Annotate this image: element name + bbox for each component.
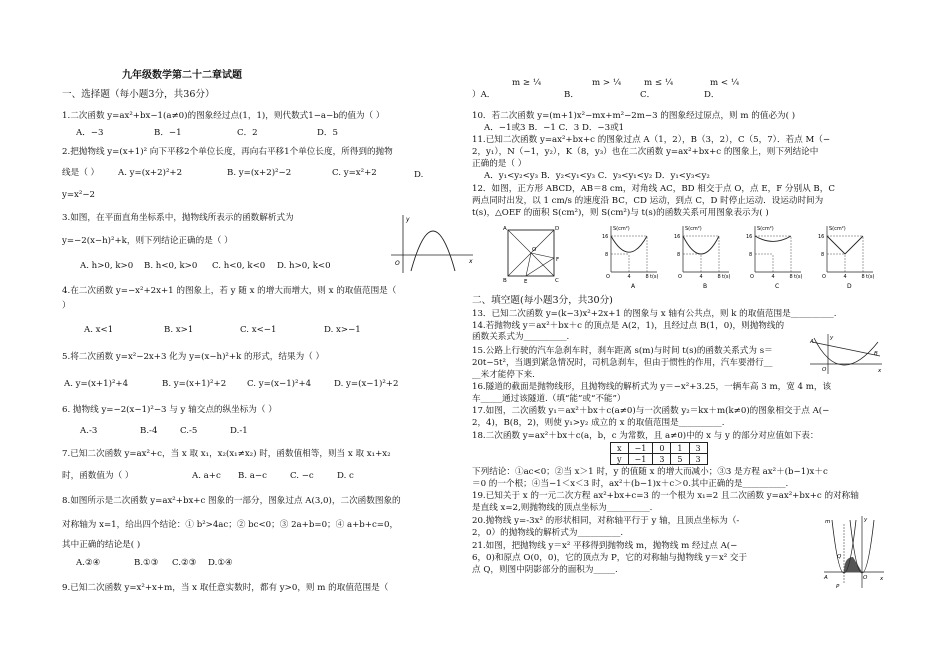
q12-label-c: C (555, 278, 559, 284)
q14-line-2: 函数关系式为__________. (472, 332, 570, 342)
table-cell: y (611, 454, 629, 465)
q7-option-b: B. a−c (238, 471, 267, 481)
q12-graph-y8: 8 (677, 252, 681, 258)
table-cell: 3 (689, 443, 707, 454)
q17-line (812, 342, 880, 356)
q12-graph-group (602, 226, 875, 290)
q21-figure (822, 514, 886, 590)
q9-option-d: m < ¼ (710, 78, 740, 88)
q4-stem-2: ） (62, 301, 71, 311)
section-1-heading: 一、选择题（每小题3分，共36分） (62, 89, 215, 100)
q9-option-a: m ≥ ¼ (512, 78, 542, 88)
q17-parabola (814, 338, 878, 365)
q18-table-row-y (611, 454, 708, 465)
q12-graph-y16: 16 (602, 234, 609, 240)
q1-option-a: A．−3 (76, 128, 104, 138)
q12-graph-xlabel: t(s) (866, 274, 875, 280)
q5-option-b: B. y=(x+1)²+2 (162, 379, 227, 389)
q5-option-c: C. y=(x−1)²+4 (247, 379, 312, 389)
q3-y-label: y (406, 216, 410, 223)
q8-stem: 8.如图所示是二次函数 y=ax²+bx+c 图象的一部分，图象过点 A(3,0)，二次函数图象的 (62, 496, 401, 506)
q8-option-b: B.①③ (134, 558, 159, 568)
page-title: 九年级数学第二十二章试题 (122, 70, 242, 81)
q12-graph-x8: 8 (717, 274, 721, 280)
q1-stem: 1.二次函数 y=ax²+bx−1(a≠0)的图象经过点(1，1)，则代数式1−a−b的值为（ ） (62, 111, 385, 121)
q15-line-2: 20t−5t²，当遇到紧急情况时，司机急刹车，但由于惯性的作用，汽车要滑行__ (472, 358, 773, 368)
q8-option-c: C.②③ (172, 558, 197, 568)
q12-graph-ylabel: S(cm²) (829, 226, 846, 232)
q11-line-3: 正确的是（ ） (472, 159, 527, 169)
q12-square-figure (502, 224, 562, 286)
q21-label-m: m (825, 519, 831, 525)
q12-graph-xlabel: t(s) (722, 274, 731, 280)
q12-line-2: 两点同时出发，以 1 cm/s 的速度沿 BC，CD 运动，到点 C，D 时停止运动．设运动时间为 (472, 196, 824, 206)
q12-line-1: 12．如图，正方形 ABCD，AB＝8 cm，对角线 AC，BD 相交于点 O，点 E，F 分别从 B，C (472, 184, 835, 194)
q3-option-c: C. h<0, k<0 (212, 261, 266, 271)
q17-label-y: y (830, 335, 834, 341)
q17-label-o: O (822, 367, 827, 373)
q21-label-p: P (836, 584, 840, 590)
q12-graph-x8: 8 (645, 274, 649, 280)
q2-stem: 2.把抛物线 y=(x+1)² 向下平移2个单位长度，再向右平移1个单位长度，所得到的抛物 (62, 147, 393, 157)
q3-parabola-figure (387, 213, 477, 275)
q12-label-o: O (532, 247, 537, 253)
q18-line-3: ＝0 的一个根；④当−1＜x＜3 时，ax²＋(b−1)x＋c＞0.其中正确的是__________. (472, 479, 789, 489)
q1-option-d: D．5 (317, 128, 338, 138)
q4-option-d: D. x>−1 (324, 325, 361, 335)
q4-option-a: A. x<1 (84, 325, 114, 335)
q17-figure (808, 332, 884, 376)
q12-graph-choice-label: D (847, 283, 852, 290)
q9-label-d: D． (704, 90, 720, 100)
q6-option-d: D.-1 (230, 426, 248, 436)
q12-graph-x4: 4 (699, 274, 703, 280)
q5-option-a: A. y=(x+1)²+4 (64, 379, 129, 389)
q3-stem-2: y=−2(x−h)²+k，则下列结论正确的是（ ） (62, 236, 233, 246)
q12-graph-y8: 8 (821, 252, 825, 258)
q12-graph-curve (611, 236, 647, 252)
q13: 13．已知二次函数 y=(k−3)x²+2x+1 的图象与 x 轴有公共点，则 k 的取值范围是__________. (472, 309, 837, 319)
q12-graph-curve (755, 236, 791, 241)
q12-graph-choice-label: B (703, 283, 708, 290)
q17-label-b: B (874, 351, 878, 357)
q7-option-c: C. −c (290, 471, 314, 481)
q12-graph-curve (827, 236, 863, 254)
q12-label-e: E (524, 279, 528, 285)
q5-stem: 5.将二次函数 y=x²−2x+3 化为 y=(x−h)²+k 的形式，结果为（ ） (62, 352, 325, 362)
q12-line-3: t(s)，△OEF 的面积 S(cm²)，则 S(cm²)与 t(s)的函数关系可用图象表示为( ) (472, 208, 769, 218)
q21-label-a: A (824, 575, 828, 581)
table-cell: −1 (628, 454, 653, 465)
q16-line-1: 16.隧道的截面是抛物线形，且抛物线的解析式为 y＝−x²+3.25，一辆车高 3 m，宽 4 m，该 (472, 382, 832, 392)
q2-option-d: D. (414, 170, 424, 180)
q21-label-q: Q (837, 554, 842, 560)
q20-line-1: 20.抛物线 y=-3x² 的形状相同，对称轴平行于 y 轴，且顶点坐标为（- (472, 516, 740, 526)
q2-option-c: C. y=x²+2 (332, 168, 377, 178)
q10-stem: 10．若二次函数 y=(m+1)x²−mx+m²−2m−3 的图象经过原点，则 m 的值必为( ) (472, 111, 796, 121)
q12-graph-y8: 8 (605, 252, 609, 258)
q12-graph-xlabel: t(s) (794, 274, 803, 280)
q18-value-table (610, 442, 708, 465)
q21-line-1: 21.如图，把抛物线 y＝x² 平移得到抛物线 m，抛物线 m 经过点 A(− (472, 541, 738, 551)
q19-line-2: 是直线 x=2,则抛物线的顶点坐标为__________. (472, 503, 653, 513)
q12-graph-x4: 4 (771, 274, 775, 280)
q12-graph-x8: 8 (861, 274, 865, 280)
q20-line-2: 2，0）的抛物线的解析式为__________. (472, 528, 624, 538)
q12-graph-y16: 16 (818, 234, 825, 240)
q2-option-a: A. y=(x+2)²+2 (118, 168, 183, 178)
q21-label-x: x (880, 576, 884, 582)
q12-graph-origin: O (678, 274, 682, 280)
q19-line-1: 19.已知关于 x 的一元二次方程 ax²+bx+c=3 的一个根为 x₁=2 且二次函数 y=ax²+bx+c 的对称轴 (472, 491, 859, 501)
q12-label-f: F (556, 257, 560, 263)
q6-option-a: A.-3 (80, 426, 98, 436)
q9-label-a: ）A． (472, 90, 496, 100)
q12-label-d: D (555, 226, 560, 232)
q8-stem-3: 其中正确的结论是( ) (62, 540, 141, 550)
q21-line-3: 点 Q，则图中阴影部分的面积为_____. (472, 565, 618, 575)
q12-graph-choice-label: A (631, 283, 636, 290)
q7-stem: 7.已知二次函数 y=ax²+c，当 x 取 x₁，x₂(x₁≠x₂) 时，函数值相等，则当 x 取 x₁+x₂ (62, 449, 391, 459)
q12-label-b: B (503, 278, 507, 284)
q1-option-b: B．−1 (154, 128, 182, 138)
q3-parabola-curve (411, 231, 455, 271)
q18-table-row-x (611, 443, 708, 454)
q21-line-2: 6，0)和原点 O(0，0)，它的顶点为 P，它的对称轴与抛物线 y＝x² 交于 (472, 553, 748, 563)
table-cell: 1 (671, 443, 689, 454)
q15-line-1: 15.公路上行驶的汽车急刹车时，刹车距离 s(m)与时间 t(s)的函数关系式为 s＝ (472, 346, 773, 356)
q16-line-2: 车_____通过该隧道.（填“能”或“不能”） (472, 394, 626, 404)
q12-graph-x8: 8 (789, 274, 793, 280)
q11-options: A．y₁<y₂<y₃ B．y₂<y₁<y₃ C．y₃<y₁<y₂ D．y₁<y₃<y₂ (484, 171, 710, 181)
table-cell: −1 (628, 443, 653, 454)
q3-option-a: A. h>0, k>0 (80, 261, 134, 271)
q12-graph-curve (683, 236, 719, 254)
q4-stem: 4.在二次函数 y=−x²+2x+1 的图象上，若 y 随 x 的增大而增大，则 x 的取值范围是（ (62, 286, 397, 296)
q9-stem: 9.已知二次函数 y=x²+x+m，当 x 取任意实数时，都有 y>0，则 m 的取值范围是（ (62, 583, 389, 593)
q21-label-y: y (864, 517, 868, 523)
q12-graph-y16: 16 (746, 234, 753, 240)
q18-line-1: 18.二次函数 y=ax²＋bx＋c(a，b，c 为常数，且 a≠0)中的 x 与 y 的部分对应值如下表： (472, 431, 819, 441)
q7-stem-2: 时，函数值为（ ） (62, 471, 134, 481)
q12-graph-choice-label: C (775, 283, 780, 290)
q7-option-a: A. a+c (192, 471, 221, 481)
q2-option-d-value: y=x²−2 (62, 190, 96, 200)
q7-option-d: D. c (337, 471, 354, 481)
q12-graph-ylabel: S(cm²) (613, 226, 630, 232)
q11-line-2: 2，y₁），N（−1，y₂），K（8，y₃）也在二次函数 y=ax²+bx+c 的图象上，则下列结论中 (472, 147, 819, 157)
q12-graph-origin: O (606, 274, 610, 280)
q3-stem: 3.如图，在平面直角坐标系中，抛物线所表示的函数解析式为 (62, 213, 294, 223)
table-cell: x (611, 443, 629, 454)
q11-line-1: 11.已知二次函数 y=ax²+bx+c 的图象过点 A（1，2），B（3，2），C（5，7）．若点 M（− (472, 135, 831, 145)
q10-options: A．−1或3 B．−1 C．3 D．−3或1 (484, 123, 625, 133)
q8-option-d: D.①④ (208, 558, 233, 568)
q12-graph-y16: 16 (674, 234, 681, 240)
q12-graph-xlabel: t(s) (650, 274, 659, 280)
section-2-heading: 二、填空题(每小题3分，共30分) (472, 295, 613, 306)
q8-stem-2: 对称轴为 x=1，给出四个结论：① b²>4ac；② bc<0；③ 2a+b=0；④ a+b+c=0， (62, 520, 399, 530)
q9-label-b: B． (564, 90, 579, 100)
q8-option-a: A.②④ (76, 558, 101, 568)
table-cell: 0 (653, 443, 671, 454)
q6-option-b: B.-4 (140, 426, 158, 436)
q3-option-b: B. h<0, k>0 (144, 261, 198, 271)
q17-line-1: 17.如图，二次函数 y₁＝ax²＋bx＋c(a≠0)与一次函数 y₂＝kx＋m(k≠0)的图象相交于点 A(− (472, 406, 830, 416)
q4-option-c: C. x<−1 (240, 325, 277, 335)
q3-origin-label: O (395, 260, 400, 267)
q9-label-c: C． (640, 90, 656, 100)
q12-graph-ylabel: S(cm²) (757, 226, 774, 232)
q18-line-2: 下列结论：①ac<0；②当 x＞1 时，y 的值随 x 的增大而减小；③3 是方程 ax²＋(b−1)x＋c (472, 467, 828, 477)
q12-graphs (597, 220, 887, 292)
q9-option-c: m ≤ ¼ (644, 78, 674, 88)
q21-label-o: O (863, 575, 868, 581)
q9-option-b: m > ¼ (592, 78, 622, 88)
q17-label-x: x (878, 368, 882, 374)
q2-option-b: B. y=(x+2)²−2 (227, 168, 292, 178)
q12-graph-origin: O (822, 274, 826, 280)
q12-graph-x4: 4 (843, 274, 847, 280)
q12-graph-origin: O (750, 274, 754, 280)
q12-graph-x4: 4 (627, 274, 631, 280)
q5-option-d: D. y=(x−1)²+2 (334, 379, 399, 389)
q12-label-a: A (503, 226, 507, 232)
q12-triangle-oef (526, 253, 554, 276)
table-cell: 5 (671, 454, 689, 465)
q12-graph-y8: 8 (749, 252, 753, 258)
table-cell: 3 (689, 454, 707, 465)
q17-line-2: 2，4)，B(8，2)，则使 y₁>y₂ 成立的 x 的取值范围是__________. (472, 418, 725, 428)
q17-label-a: A (810, 339, 814, 345)
q3-option-d: D. h>0, k<0 (277, 261, 331, 271)
q4-option-b: B. x>1 (164, 325, 194, 335)
q6-option-c: C.-5 (180, 426, 198, 436)
q14-line-1: 14.若抛物线 y＝ax²＋bx＋c 的顶点是 A(2，1)，且经过点 B(1，0)，则抛物线的 (472, 321, 785, 331)
q15-line-3: __米才能停下来. (472, 370, 535, 380)
q3-x-label: x (469, 258, 473, 265)
q1-option-c: C．2 (237, 128, 258, 138)
q6-stem: 6. 抛物线 y=−2(x−1)²−3 与 y 轴交点的纵坐标为（ ） (62, 405, 277, 415)
q12-graph-ylabel: S(cm²) (685, 226, 702, 232)
q2-stem-2: 线是（ ） (62, 168, 100, 178)
table-cell: 3 (653, 454, 671, 465)
